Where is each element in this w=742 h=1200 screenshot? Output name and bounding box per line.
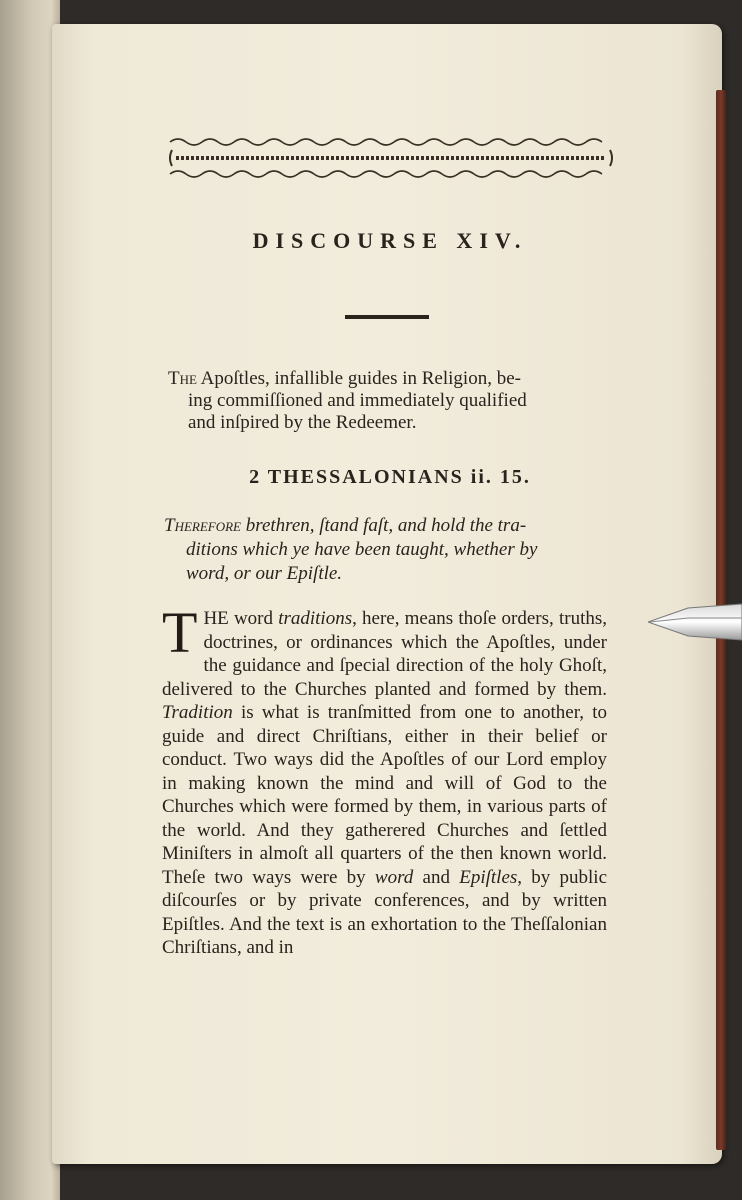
verse-line-3: word, or our Epiſtle. [186, 563, 343, 584]
verse-line-2: ditions which ye have been taught, whether by [186, 539, 538, 560]
body-text-2: , here, means thoſe orders, truths, doctrines, or ordinances which the Apoſtles, under the guidance and ſpecial direction of the holy Ghoſt, delivered to the Churches planted and formed by them. [162, 608, 607, 700]
body-text-5: , by public diſcourſes or by private conferences, and by written Epiſtles. And the text is an exhortation to the Theſſalonian Chriſtians, and in [162, 866, 608, 958]
body-italic-traditions: traditions [278, 608, 353, 629]
pen-pointer-icon [648, 600, 742, 644]
body-text-1: HE word [203, 608, 279, 629]
body-text-4: and [413, 866, 460, 888]
body-paragraph [162, 600, 608, 960]
book-page [52, 24, 722, 1164]
facing-page-edge [0, 0, 60, 1200]
summary-lead: The [168, 368, 197, 389]
summary-line-3: and inſpired by the Redeemer. [188, 412, 417, 433]
scripture-citation: 2 THESSALONIANS ii. 15. [249, 466, 531, 488]
chapter-heading: DISCOURSE XIV. [252, 228, 528, 253]
chapter-summary [168, 368, 613, 434]
scripture-verse [164, 514, 616, 586]
verse-line-1 [164, 514, 616, 538]
body-italic-word: word [374, 866, 414, 888]
drop-cap: T [162, 600, 198, 665]
verse-text-1: brethren, ſtand faſt, and hold the tra- [241, 515, 527, 536]
summary-line-2: ing commiſſioned and immediately qualified [188, 390, 527, 411]
summary-line-1 [168, 368, 521, 389]
body-italic-tradition: Tradition [162, 702, 233, 723]
body-text-3: is what is tranſmitted from one to another, to guide and direct Chriſtians, either in their belief or conduct. Two ways did the Apoſtles of our Lord employ in making known the mind and will of God to the Churches which were formed by them, in various parts of the world. And they gatherered Churches and ſettled Miniſters in almoſt all quarters of the then known world. Theſe two ways were by [162, 702, 607, 888]
body-italic-epistles: Epiſtles [459, 866, 518, 888]
verse-lead: Therefore [164, 515, 241, 536]
summary-text-1: Apoſtles, infallible guides in Religion, be- [196, 368, 521, 389]
decorative-border-ornament [168, 136, 614, 180]
heading-rule [345, 315, 429, 319]
